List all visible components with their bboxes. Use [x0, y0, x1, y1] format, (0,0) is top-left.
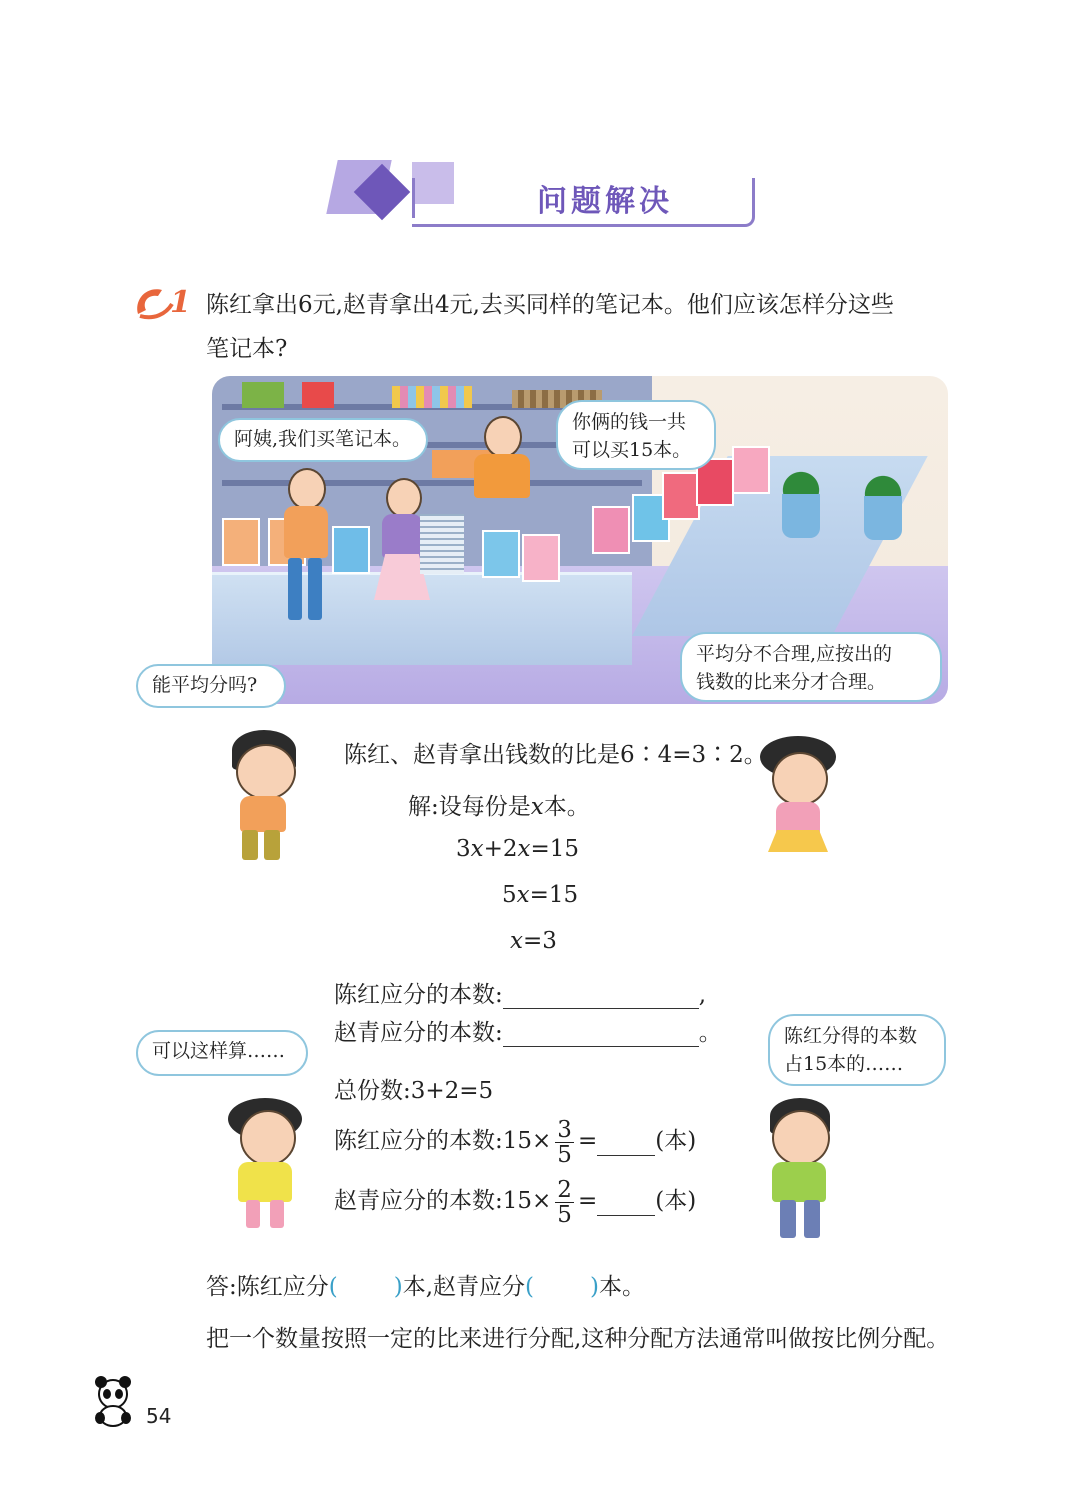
fraction-three-fifths: $\frac{3}{5}$ [557, 1116, 572, 1168]
solve-statement: 解:设每份是x本。 [408, 794, 590, 820]
plant-pot [864, 496, 902, 540]
problem-text-line1: 陈红拿出6元,赵青拿出4元,去买同样的笔记本。他们应该怎样分这些 [206, 292, 894, 318]
speech-bubble-right-line1: 陈红分得的本数 [784, 1025, 918, 1047]
answer-blank[interactable] [503, 982, 699, 1009]
speech-bubble-right [768, 1014, 946, 1086]
girl-character-2-body [238, 1162, 292, 1202]
girl-body [382, 514, 422, 558]
zhao-answer-line-1: 赵青应分的本数: 。 [334, 1020, 722, 1046]
clerk-head [484, 416, 522, 458]
speech-bubble-left-text: 可以这样算…… [152, 1040, 286, 1062]
boy-character-body [240, 796, 286, 832]
problem-text-line2: 笔记本? [206, 336, 288, 362]
equation-2: 5x=15 [502, 882, 579, 908]
speech-bubble-clerk-line2: 可以买15本。 [572, 439, 692, 461]
ratio-statement: 陈红、赵青拿出钱数的比是6∶4=3∶2。 [344, 742, 767, 768]
answer-blank[interactable] [597, 1129, 655, 1156]
speech-bubble-left [136, 1030, 308, 1076]
speech-bubble-boy [136, 664, 286, 708]
equation-1: 3x+2x=15 [456, 836, 580, 862]
boy-head [288, 468, 326, 510]
answer-blank[interactable] [503, 1020, 699, 1047]
speech-bubble-children-text: 阿姨,我们买笔记本。 [234, 428, 412, 450]
clerk-body [474, 454, 530, 498]
boy-character-2-head [772, 1110, 830, 1166]
speech-bubble-children [218, 418, 428, 462]
answer-line: 答:陈红应分( )本,赵青应分( )本。 [206, 1274, 645, 1300]
page-number: 54 [146, 1404, 172, 1428]
speech-bubble-clerk-line1: 你俩的钱一共 [572, 411, 687, 433]
chen-fraction-line: 陈红应分的本数:15× $\frac{3}{5}$ = (本) [334, 1116, 697, 1168]
speech-bubble-boy-text: 能平均分吗? [152, 674, 258, 696]
plant-pot [782, 494, 820, 538]
speech-bubble-girl-line1: 平均分不合理,应按出的 [696, 643, 893, 665]
girl-character-head [772, 752, 828, 806]
boy-character-2-body [772, 1162, 826, 1202]
speech-bubble-right-line2: 占15本的…… [784, 1053, 904, 1075]
fraction-two-fifths: $\frac{2}{5}$ [557, 1176, 572, 1228]
equation-3: x=3 [510, 928, 557, 954]
chen-answer-line-1: 陈红应分的本数: , [334, 982, 707, 1008]
zhao-fraction-line: 赵青应分的本数:15× $\frac{2}{5}$ = (本) [334, 1176, 697, 1228]
girl-head [386, 478, 422, 518]
answer-blank[interactable] [597, 1189, 655, 1216]
boy-body [284, 506, 328, 558]
section-title: 问题解决 [537, 184, 673, 219]
definition-text: 把一个数量按照一定的比来进行分配,这种分配方法通常叫做按比例分配。 [206, 1326, 950, 1352]
total-parts: 总份数:3+2=5 [334, 1078, 494, 1104]
speech-bubble-girl [680, 632, 942, 702]
girl-character-2-head [240, 1110, 296, 1166]
panda-icon [88, 1374, 138, 1428]
banner-frame-edge [412, 178, 415, 218]
boy-character-head [236, 744, 296, 800]
speech-bubble-girl-line2: 钱数的比来分才合理。 [696, 671, 887, 693]
problem-number-badge [132, 280, 194, 322]
problem-number: 1 [170, 285, 191, 320]
speech-bubble-clerk [556, 400, 716, 470]
